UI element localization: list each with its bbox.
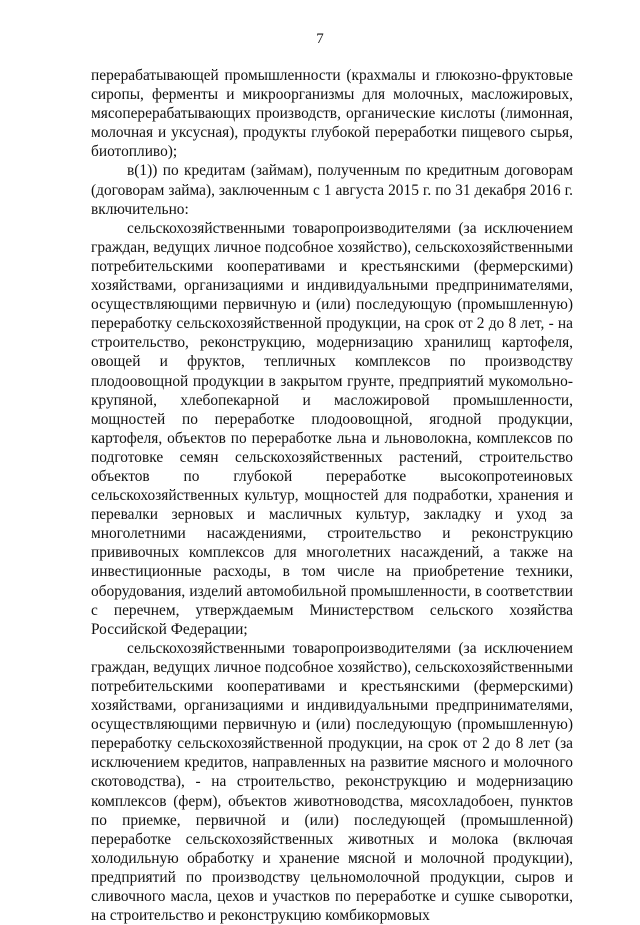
- paragraph-producers-livestock: сельскохозяйственными товаропроизводителями (за исключением граждан, ведущих личное подсобное хозяйство), сельскохозяйственными потребительскими кооперативами и крестьянскими (фермерскими) хозяйствами, организациями и индивидуальными предпринимателями, осуществляющими первичную и (или) последующую (промышленную) переработку сельскохозяйственной продукции, на срок от 2 до 8 лет (за исключением кредитов, направленных на развитие мясного и молочного скотоводства), - на строительство, реконструкцию и модернизацию комплексов (ферм), объектов животноводства, мясохладобоен, пунктов по приемке, первичной и (или) последующей (промышленной) переработке сельскохозяйственных животных и молока (включая холодильную обработку и хранение мясной и молочной продукции), предприятий по производству цельномолочной продукции, сыров и сливочного масла, цехов и участков по переработке и сушке сыворотки, на строительство и реконструкцию комбикормовых: [91, 639, 573, 925]
- page-number: 7: [316, 31, 324, 47]
- document-body: [91, 66, 573, 925]
- paragraph-continuation: перерабатывающей промышленности (крахмалы и глюкозно-фруктовые сиропы, ферменты и микроорганизмы для молочных, масложировых, мясоперерабатывающих производств, органические кислоты (лимонная, молочная и уксусная), продукты глубокой переработки пищевого сырья, биотопливо);: [91, 67, 573, 161]
- paragraph-item-v1: в(1)) по кредитам (займам), полученным по кредитным договорам (договорам займа), заключенным с 1 августа 2015 г. по 31 декабря 2016 г. включительно:: [91, 162, 573, 218]
- paragraph-producers-crop: сельскохозяйственными товаропроизводителями (за исключением граждан, ведущих личное подсобное хозяйство), сельскохозяйственными потребительскими кооперативами и крестьянскими (фермерскими) хозяйствами, организациями и индивидуальными предпринимателями, осуществляющими первичную и (или) последующую (промышленную) переработку сельскохозяйственной продукции, на срок от 2 до 8 лет, - на строительство, реконструкцию, модернизацию хранилищ картофеля, овощей и фруктов, тепличных комплексов по производству плодоовощной продукции в закрытом грунте, предприятий мукомольно-крупяной, хлебопекарной и масложировой промышленности, мощностей по переработке плодоовощной, ягодной продукции, картофеля, объектов по переработке льна и льноволокна, комплексов по подготовке семян сельскохозяйственных растений, строительство объектов по глубокой переработке высокопротеиновых сельскохозяйственных культур, мощностей для подработки, хранения и перевалки зерновых и масличных культур, закладку и уход за многолетними насаждениями, строительство и реконструкцию прививочных комплексов для многолетних насаждений, а также на инвестиционные расходы, в том числе на приобретение техники, оборудования, изделий автомобильной промышленности, в соответствии с перечнем, утверждаемым Министерством сельского хозяйства Российской Федерации;: [91, 219, 573, 638]
